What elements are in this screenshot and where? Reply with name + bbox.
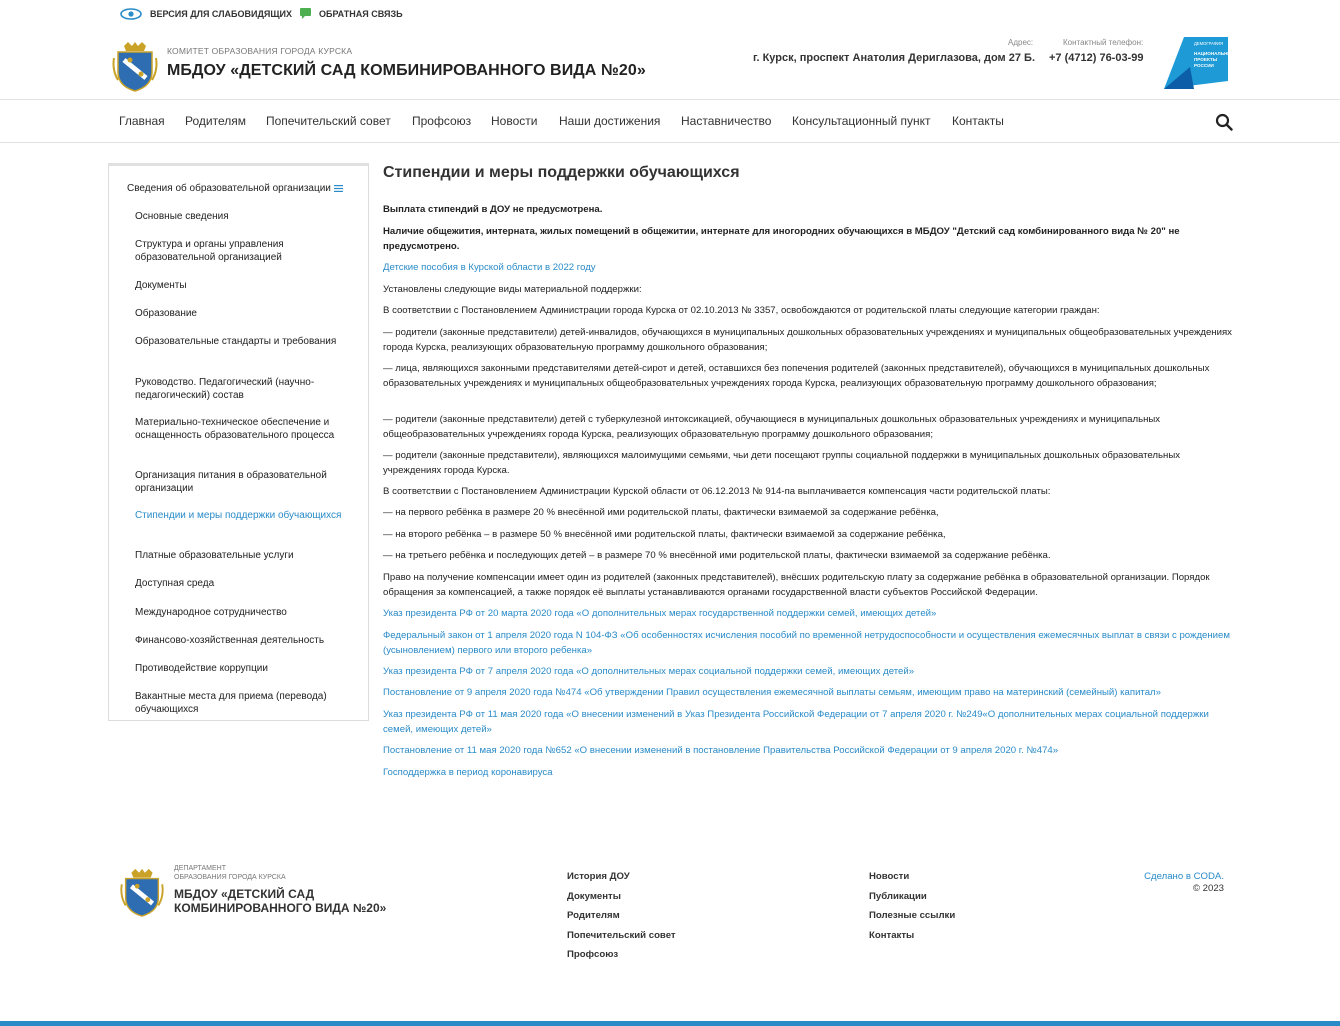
paragraph-second-child: — на второго ребёнка – в размере 50 % внесённой ими родительской платы, фактически взимаемой за содержание ребёнка,	[383, 529, 946, 540]
site-footer	[0, 855, 1340, 1015]
nav-item-news[interactable]: Новости	[491, 114, 538, 128]
paragraph-no-scholarship: Выплата стипендий в ДОУ не предусмотрена.	[383, 204, 603, 215]
link-decree-april-7[interactable]: Указ президента РФ от 7 апреля 2020 года «О дополнительных мерах социальной поддержки семей, имеющих детей»	[383, 666, 915, 677]
paragraph-support-types: Установлены следующие виды материальной поддержки:	[383, 284, 642, 295]
sidebar-item-anticorruption[interactable]: Противодействие коррупции	[135, 663, 268, 674]
footer-link-board[interactable]: Попечительский совет	[567, 930, 676, 941]
nav-item-board[interactable]: Попечительский совет	[266, 114, 391, 128]
nav-item-home[interactable]: Главная	[119, 114, 165, 128]
footer-sub-line1: ДЕПАРТАМЕНТ	[174, 865, 227, 872]
footer-credit-link[interactable]: Сделано в CODA.	[1144, 871, 1224, 882]
footer-org-name-line1: МБДОУ «ДЕТСКИЙ САД	[174, 887, 315, 901]
np-logo-line3: ПРОЕКТЫ	[1194, 57, 1218, 62]
paragraph-third-child: — на третьего ребёнка и последующих детей – в размере 70 % внесённой ими родительской платы, фактически взимаемой за содержание ребёнка.	[383, 550, 1051, 561]
main-nav	[0, 100, 1340, 143]
chat-icon	[300, 8, 311, 19]
sidebar-item-finance[interactable]: Финансово-хозяйственная деятельность	[135, 635, 325, 646]
footer-coat-of-arms-logo[interactable]	[119, 867, 165, 917]
accessibility-label: ВЕРСИЯ ДЛЯ СЛАБОВИДЯЩИХ	[150, 9, 292, 19]
org-subtitle: КОМИТЕТ ОБРАЗОВАНИЯ ГОРОДА КУРСКА	[167, 46, 353, 56]
footer-link-history[interactable]: История ДОУ	[567, 871, 630, 882]
address-value: г. Курск, проспект Анатолия Дериглазова, дом 27 Б.	[753, 52, 1035, 64]
paragraph-compensation-right: Право на получение компенсации имеет один из родителей (законных представителей), внёсших родительскую плату за содержание ребёнка в образовательной организации. Порядок обращения за компенсацией, а также порядок её выплаты устанавливаются органами государственной власти субъектов Российской Федерации.	[383, 572, 1210, 598]
paragraph-decree-3357: В соответствии с Постановлением Администрации города Курска от 02.10.2013 № 3357, освобождаются от родительской платы следующие категории граждан:	[383, 305, 1100, 316]
footer-link-useful-links[interactable]: Полезные ссылки	[869, 910, 956, 921]
coat-of-arms-logo[interactable]	[112, 40, 158, 92]
paragraph-category-3: — родители (законные представители) детей с туберкулезной интоксикацией, обучающиеся в муниципальных дошкольных образовательных учреждениях и муниципальных общеобразовательных учреждениях города Курска, реализующих образовательную программу дошкольного образования;	[383, 414, 1161, 440]
menu-icon[interactable]	[334, 185, 343, 192]
org-name[interactable]: МБДОУ «ДЕТСКИЙ САД КОМБИНИРОВАННОГО ВИДА №20»	[167, 62, 646, 79]
sidebar-item-documents[interactable]: Документы	[135, 280, 187, 291]
nav-item-consult[interactable]: Консультационный пункт	[792, 114, 931, 128]
nav-item-parents[interactable]: Родителям	[185, 114, 246, 128]
sidebar-item-standards[interactable]: Образовательные стандарты и требования	[135, 336, 337, 347]
national-projects-logo[interactable]	[1164, 37, 1235, 89]
np-logo-line4: РОССИИ	[1194, 63, 1214, 68]
link-covid-support[interactable]: Господдержка в период коронавируса	[383, 767, 553, 778]
nav-item-mentoring[interactable]: Наставничество	[681, 114, 772, 128]
footer-copyright: © 2023	[1192, 883, 1224, 894]
page-title: Стипендии и меры поддержки обучающихся	[383, 164, 740, 181]
address-label: Адрес:	[1008, 38, 1034, 47]
eye-icon	[120, 8, 142, 20]
paragraph-category-2: — лица, являющихся законными представителями детей-сирот и детей, оставшихся без попечения родителей (законных представителей), обучающихся в муниципальных дошкольных образовательных учреждениях и муниципальных общеобразовательных учреждениях города Курска, реализующих образовательную программу дошкольного образования;	[383, 363, 1210, 389]
footer-link-contacts[interactable]: Контакты	[869, 930, 915, 941]
nav-item-union[interactable]: Профсоюз	[412, 114, 472, 128]
sidebar-item-basic-info[interactable]: Основные сведения	[135, 211, 229, 222]
site-header	[0, 28, 1340, 100]
link-decree-march-20[interactable]: Указ президента РФ от 20 марта 2020 года «О дополнительных мерах государственной поддержки семей, имеющих детей»	[383, 608, 937, 619]
link-child-benefits-2022[interactable]: Детские пособия в Курской области в 2022 году	[383, 262, 596, 273]
phone-value[interactable]: +7 (4712) 76-03-99	[1049, 52, 1144, 64]
sidebar-item-international[interactable]: Международное сотрудничество	[135, 607, 287, 618]
footer-sub-line2: ОБРАЗОВАНИЯ ГОРОДА КУРСКА	[174, 874, 286, 881]
footer-link-documents[interactable]: Документы	[567, 891, 621, 902]
sidebar-item-vacancies[interactable]: Вакантные места для приема (перевода) обучающихся	[135, 691, 327, 715]
footer-link-union[interactable]: Профсоюз	[567, 949, 619, 960]
phone-label: Контактный телефон:	[1063, 38, 1144, 47]
sidebar-item-education[interactable]: Образование	[135, 308, 197, 319]
np-logo-line1: ДЕМОГРАФИЯ	[1194, 41, 1224, 46]
sidebar	[108, 163, 369, 721]
paragraph-decree-914: В соответствии с Постановлением Администрации Курской области от 06.12.2013 № 914-па выплачивается компенсация части родительской платы:	[383, 486, 1051, 497]
sidebar-item-facilities[interactable]: Материально-техническое обеспечение и оснащенность образовательного процесса	[135, 417, 335, 441]
top-bar	[0, 0, 1340, 28]
feedback-link[interactable]	[300, 8, 403, 19]
accessibility-link[interactable]	[120, 8, 292, 20]
link-resolution-652[interactable]: Постановление от 11 мая 2020 года №652 «О внесении изменений в постановление Правительства Российской Федерации от 9 апреля 2020 г. №474»	[383, 745, 1059, 756]
footer-link-parents[interactable]: Родителям	[567, 910, 620, 921]
sidebar-heading[interactable]	[127, 183, 343, 194]
search-icon[interactable]	[1215, 113, 1233, 131]
paragraph-first-child: — на первого ребёнка в размере 20 % внесённой ими родительской платы, фактически взимаемой за содержание ребёнка,	[383, 507, 939, 518]
footer-link-publications[interactable]: Публикации	[869, 891, 927, 902]
sidebar-item-scholarships[interactable]: Стипендии и меры поддержки обучающихся	[135, 510, 342, 521]
sidebar-item-structure[interactable]: Структура и органы управления образовательной организацией	[135, 239, 284, 263]
footer-org-name-line2: КОМБИНИРОВАННОГО ВИДА №20»	[174, 901, 387, 915]
nav-item-contacts[interactable]: Контакты	[952, 114, 1004, 128]
paragraph-category-1: — родители (законные представители) детей-инвалидов, обучающихся в муниципальных дошкольных образовательных учреждениях и муниципальных общеобразовательных учреждениях города Курска, реализующих образовательную программу дошкольного образования;	[383, 327, 1232, 353]
link-resolution-474[interactable]: Постановление от 9 апреля 2020 года №474 «Об утверждении Правил осуществления ежемесячной выплаты семьям, имеющим право на материнский (семейный) капитал»	[383, 687, 1161, 698]
link-federal-law-104[interactable]: Федеральный закон от 1 апреля 2020 года N 104-ФЗ «Об особенностях исчисления пособий по временной нетрудоспособности и осуществления ежемесячных выплат в связи с рождением (усыновлением) первого или второго ребенка»	[383, 630, 1230, 656]
link-decree-may-11[interactable]: Указ президента РФ от 11 мая 2020 года «О внесении изменений в Указ Президента Российской Федерации от 7 апреля 2020 г. №249«О дополнительных мерах социальной поддержки семей, имеющих детей»	[383, 709, 1209, 735]
sidebar-heading-label: Сведения об образовательной организации	[127, 183, 331, 194]
nav-item-achievements[interactable]: Наши достижения	[559, 114, 661, 128]
sidebar-item-catering[interactable]: Организация питания в образовательной организации	[135, 470, 327, 494]
bottom-accent-line	[0, 1021, 1340, 1026]
paragraph-category-4: — родители (законные представители), являющихся малоимущими семьями, чьи дети посещают группы социальной поддержки в муниципальных дошкольных образовательных учреждениях города Курска.	[383, 450, 1181, 476]
sidebar-item-accessibility[interactable]: Доступная среда	[135, 578, 215, 589]
sidebar-item-staff[interactable]: Руководство. Педагогический (научно-педагогический) состав	[135, 377, 315, 401]
footer-link-news[interactable]: Новости	[869, 871, 910, 882]
sidebar-item-paid-services[interactable]: Платные образовательные услуги	[135, 550, 294, 561]
np-logo-line2: НАЦИОНАЛЬНЫЕ	[1194, 51, 1235, 56]
feedback-label: ОБРАТНАЯ СВЯЗЬ	[319, 8, 403, 19]
paragraph-no-dormitory: Наличие общежития, интерната, жилых помещений в общежитии, интернате для иногородних обучающихся в МБДОУ "Детский сад комбинированного вида № 20" не предусмотрено.	[383, 226, 1180, 252]
